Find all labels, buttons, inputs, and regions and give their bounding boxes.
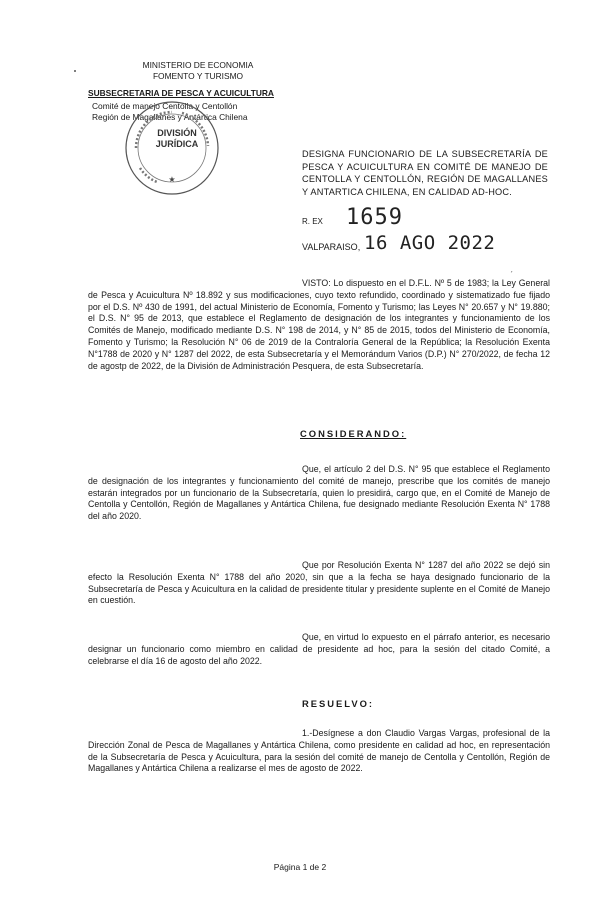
resuelvo-paragraph-1: 1.-Desígnese a don Claudio Vargas Vargas, profesional de la Dirección Zonal de Pesca de Magallanes y Antártica Chilena, como presidente en calidad ad hoc, en representación de la Subsecretaría de Pesca y Acuicultura, para la sesión del comité de manejo de Centolla y Centollón, Región de Magallanes y Antártica Chilena a realizarse el mes de agosto de 2022. bbox=[88, 728, 550, 774]
scan-mark: ˊ bbox=[510, 270, 513, 280]
visto-paragraph: VISTO: Lo dispuesto en el D.F.L. Nº 5 de 1983; la Ley General de Pesca y Acuicultura Nº 18.892 y sus modificaciones, cuyo texto refundido, coordinado y sistematizado fue fijado por el D.S. Nº 430 de 1991, del actual Ministerio de Economía, Fomento y Turismo; las Leyes N° 20.657 y N° 19.880; el D.S. N° 95 de 2013, que establece el Reglamento de designación de los integrantes y funcionamiento de los Comités de Manejo, modificado mediante D.S. N° 198 de 2014, y N° 85 de 2015, todos del Ministerio de Economía, Fomento y Turismo; la Resolución N° 06 de 2019 de la Contraloría General de la República; la Resolución Exenta N°1788 de 2020 y N° 1287 del 2022, de esta Subsecretaría y el Memorándum Varios (D.P.) N° 270/2022, de fecha 12 de agostp de 2022, de la División de Administración Pesquera, de esta Subsecretaría. bbox=[88, 278, 550, 371]
division-line-2: JURÍDICA bbox=[155, 139, 199, 149]
resolution-label: R. EX bbox=[302, 217, 323, 226]
ministry-header bbox=[128, 60, 268, 82]
considerando-paragraph-1: Que, el artículo 2 del D.S. N° 95 que establece el Reglamento de designación de los integrantes y funcionamiento del comité de manejo, prescribe que los comités de manejo estarán integrados por un funcionario de la Subsecretaría, quien lo presidirá, cargo que, en el Comité de Manejo de Centolla y Centollón, Región de Magallanes y Antártica Chilena, fue designado mediante Resolución Exenta N° 1788 del año 2020. bbox=[88, 464, 550, 522]
place-label: VALPARAISO, bbox=[302, 242, 361, 252]
considerando-paragraph-2: Que por Resolución Exenta N° 1287 del año 2022 se dejó sin efecto la Resolución Exenta N° 1788 del año 2020, sin que a la fecha se haya designado funcionario de la Subsecretaría de Pesca y Acuicultura en la calidad de presidente titular y presidente suplente en el Comité de Manejo en cuestión. bbox=[88, 560, 550, 606]
resolution-date: 16 AGO 2022 bbox=[364, 232, 496, 254]
svg-text:★: ★ bbox=[168, 175, 176, 184]
considerando-heading: CONSIDERANDO: bbox=[300, 428, 407, 439]
division-line-1: DIVISIÓN bbox=[157, 128, 197, 138]
scan-speck bbox=[74, 70, 76, 72]
subsecretaria-name: SUBSECRETARIA DE PESCA Y ACUICULTURA bbox=[88, 88, 274, 98]
comite-name: Comité de manejo Centolla y Centollón bbox=[92, 101, 238, 111]
considerando-paragraph-3: Que, en virtud lo expuesto en el párrafo anterior, es necesario designar un funcionario como miembro en calidad de presidente ad hoc, para la sesión del citado Comité, a celebrarse el día 16 de agosto del año 2022. bbox=[88, 632, 550, 666]
resolution-number: 1659 bbox=[346, 205, 403, 230]
resuelvo-heading: RESUELVO: bbox=[302, 698, 374, 709]
document-title: DESIGNA FUNCIONARIO DE LA SUBSECRETARÍA DE PESCA Y ACUICULTURA EN COMITÉ DE MANEJO DE CENTOLLA Y CENTOLLÓN, REGIÓN DE MAGALLANES Y ANTARTICA CHILENA, EN CALIDAD AD-HOC. bbox=[302, 149, 548, 197]
region-name: Región de Magallanes y Antártica Chilena bbox=[92, 112, 248, 122]
ministry-line-1: MINISTERIO DE ECONOMIA bbox=[142, 60, 254, 70]
division-label bbox=[145, 128, 209, 150]
page-number: Página 1 de 2 bbox=[273, 862, 327, 872]
ministry-line-2: FOMENTO Y TURISMO bbox=[152, 71, 244, 81]
